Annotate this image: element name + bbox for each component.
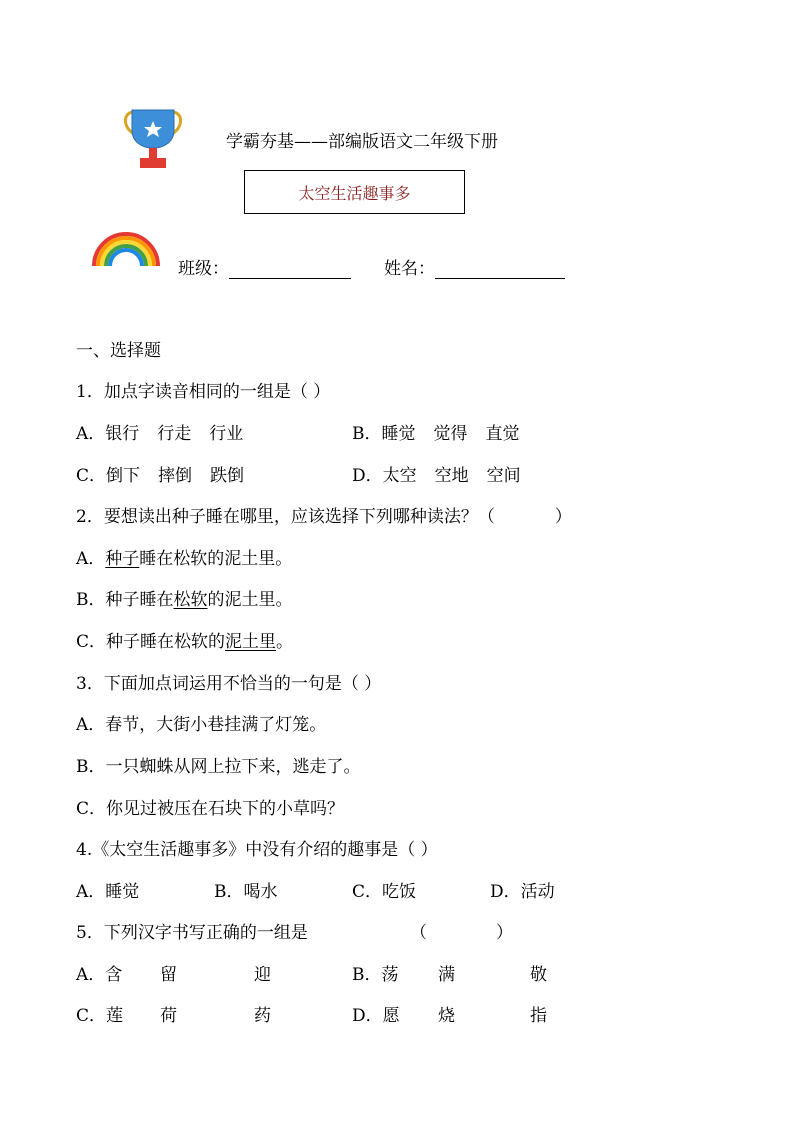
q4-option-c[interactable]: C．吃饭 bbox=[352, 882, 417, 902]
name-blank[interactable] bbox=[435, 260, 565, 279]
q4-option-d[interactable]: D．活动 bbox=[490, 882, 555, 902]
q5-option-b-char-3: 敬 bbox=[530, 965, 547, 985]
q5-option-d-char-2: 烧 bbox=[438, 1006, 455, 1026]
q5-option-b-char-2: 满 bbox=[438, 965, 455, 985]
q5-option-c[interactable]: C．莲 bbox=[76, 1006, 124, 1026]
q5-option-d[interactable]: D．愿 bbox=[352, 1006, 400, 1026]
class-field bbox=[178, 254, 351, 279]
rainbow-icon bbox=[90, 226, 162, 268]
q4-option-a[interactable]: A．睡觉 bbox=[76, 882, 140, 902]
section-heading: 一、选择题 bbox=[76, 341, 161, 361]
q2-option-c[interactable]: C．种子睡在松软的泥土里。 bbox=[76, 632, 294, 652]
q3-option-a[interactable]: A．春节，大街小巷挂满了灯笼。 bbox=[76, 715, 327, 735]
question-1-stem: 1．加点字读音相同的一组是（ ） bbox=[76, 382, 331, 402]
q5-option-d-char-3: 指 bbox=[530, 1006, 547, 1026]
trophy-icon bbox=[120, 108, 186, 170]
q5-option-c-char-3: 药 bbox=[254, 1006, 271, 1026]
q5-option-a-char-2: 留 bbox=[160, 965, 177, 985]
lesson-title-box bbox=[244, 170, 465, 214]
q5-paren-left: （ bbox=[410, 923, 427, 943]
q5-option-a-char-3: 迎 bbox=[254, 965, 271, 985]
q4-option-b[interactable]: B．喝水 bbox=[214, 882, 278, 902]
q5-option-a[interactable]: A．含 bbox=[76, 965, 123, 985]
q5-option-b[interactable]: B．荡 bbox=[352, 965, 399, 985]
question-2-stem: 2．要想读出种子睡在哪里，应该选择下列哪种读法？（ ） bbox=[76, 507, 572, 527]
q5-option-c-char-2: 荷 bbox=[160, 1006, 177, 1026]
q3-option-b[interactable]: B．一只蜘蛛从网上拉下来，逃走了。 bbox=[76, 757, 361, 777]
q3-option-c[interactable]: C．你见过被压在石块下的小草吗？ bbox=[76, 799, 345, 819]
q2-option-a[interactable]: A．种子睡在松软的泥土里。 bbox=[76, 549, 293, 569]
q1-option-a[interactable]: A．银行 行走 行业 bbox=[76, 424, 244, 444]
q2-option-b[interactable]: B．种子睡在松软的泥土里。 bbox=[76, 590, 293, 610]
lesson-title: 太空生活趣事多 bbox=[298, 183, 411, 203]
document-title: 学霸夯基——部编版语文二年级下册 bbox=[226, 132, 498, 152]
question-5-stem: 5．下列汉字书写正确的一组是 bbox=[76, 923, 308, 943]
q5-paren-right: ） bbox=[496, 923, 513, 943]
q1-option-c[interactable]: C．倒下 摔倒 跌倒 bbox=[76, 466, 245, 486]
question-4-stem: 4.《太空生活趣事多》中没有介绍的趣事是（ ） bbox=[76, 840, 438, 860]
class-label: 班级： bbox=[178, 259, 229, 279]
q1-option-d[interactable]: D．太空 空地 空间 bbox=[352, 466, 521, 486]
name-field bbox=[384, 254, 565, 279]
name-label: 姓名： bbox=[384, 259, 435, 279]
class-blank[interactable] bbox=[229, 260, 351, 279]
q1-option-b[interactable]: B．睡觉 觉得 直觉 bbox=[352, 424, 520, 444]
question-3-stem: 3．下面加点词运用不恰当的一句是（ ） bbox=[76, 674, 382, 694]
